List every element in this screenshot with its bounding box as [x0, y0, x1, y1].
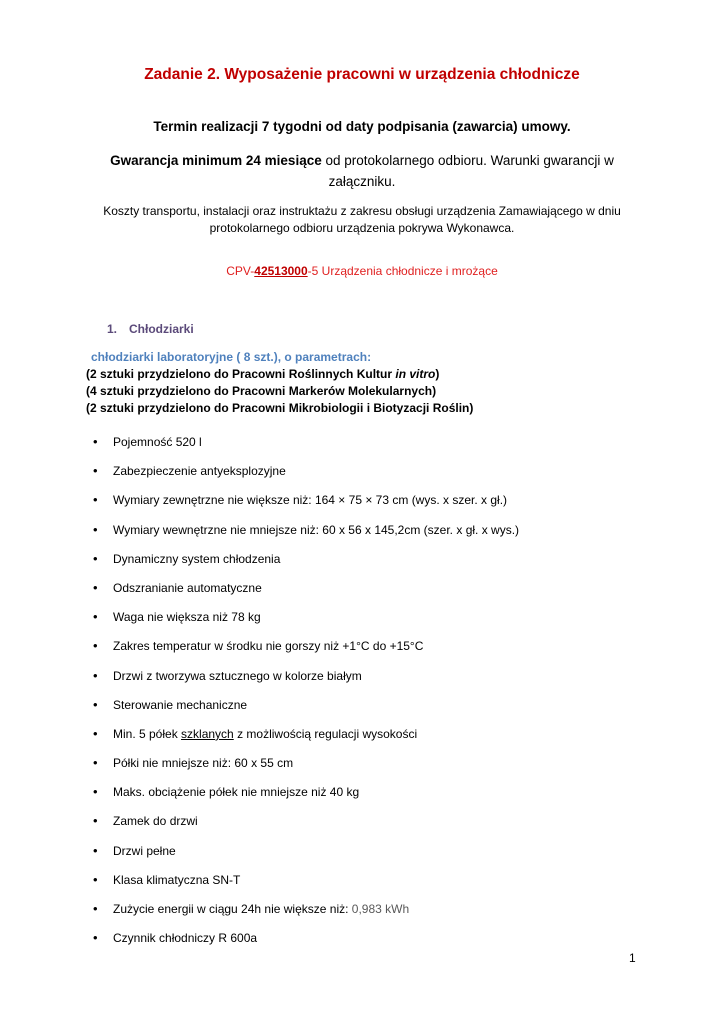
spec-item: • Zabezpieczenie antyeksplozyjne	[93, 463, 519, 492]
allocation-after: )	[435, 367, 440, 381]
spec-item: • Klasa klimatyczna SN-T	[93, 872, 519, 901]
section-title: Chłodziarki	[129, 322, 194, 336]
spec-item: • Odszranianie automatyczne	[93, 580, 519, 609]
spec-item: • Drzwi z tworzywa sztucznego w kolorze białym	[93, 668, 519, 697]
cpv-line	[0, 264, 724, 278]
spec-list	[93, 434, 519, 959]
spec-item: • Pojemność 520 l	[93, 434, 519, 463]
spec-item: • Sterowanie mechaniczne	[93, 697, 519, 726]
spec-energy-value: 0,983 kWh	[351, 902, 410, 916]
spec-item: • Wymiary zewnętrzne nie większe niż: 164 × 75 × 73 cm (wys. x szer. x gł.)	[93, 492, 519, 521]
cpv-code: 42513000	[254, 264, 308, 278]
spec-after: z możliwością regulacji wysokości	[233, 726, 418, 741]
spec-before: Min. 5 półek	[113, 726, 182, 741]
cpv-suffix: -5 Urządzenia chłodnicze i mrożące	[307, 264, 498, 278]
spec-item: • Czynnik chłodniczy R 600a	[93, 930, 519, 959]
warranty-rest: od protokolarnego odbioru. Warunki gwarancji w załączniku.	[321, 153, 614, 189]
spec-item: • Zakres temperatur w środku nie gorszy niż +1°C do +15°C	[93, 638, 519, 667]
spec-item: • Dynamiczny system chłodzenia	[93, 551, 519, 580]
spec-item: • Półki nie mniejsze niż: 60 x 55 cm	[93, 755, 519, 784]
spec-underlined: szklanych	[181, 726, 234, 741]
section-heading	[107, 322, 194, 336]
spec-item: • Zamek do drzwi	[93, 813, 519, 842]
spec-item	[93, 726, 519, 755]
costs-text: Koszty transportu, instalacji oraz instruktażu z zakresu obsługi urządzenia Zamawiającego w dniu protokolarnego odbioru urządzenia pokrywa Wykonawca.	[103, 204, 621, 235]
warranty-text	[110, 150, 614, 192]
page-number: 1	[629, 951, 636, 965]
allocation-line: (4 sztuki przydzielono do Pracowni Markerów Molekularnych)	[86, 384, 437, 398]
allocation-before: (2 sztuki przydzielono do Pracowni Roślinnych Kultur	[86, 367, 396, 381]
cpv-prefix: CPV-	[226, 264, 255, 278]
section-number: 1.	[107, 322, 118, 336]
deadline-text: Termin realizacji 7 tygodni od daty podpisania (zawarcia) umowy.	[153, 119, 571, 134]
allocation-italic: in vitro	[395, 367, 436, 381]
spec-before: Zużycie energii w ciągu 24h nie większe niż:	[113, 902, 352, 916]
spec-item: • Maks. obciążenie półek nie mniejsze niż 40 kg	[93, 784, 519, 813]
allocation-line	[86, 367, 439, 381]
spec-item: • Wymiary wewnętrzne nie mniejsze niż: 60 x 56 x 145,2cm (szer. x gł. x wys.)	[93, 522, 519, 551]
warranty-bold: Gwarancja minimum 24 miesiące	[110, 153, 322, 168]
spec-item: • Drzwi pełne	[93, 843, 519, 872]
intro-text: chłodziarki laboratoryjne ( 8 szt.), o parametrach:	[91, 350, 372, 364]
allocation-line: (2 sztuki przydzielono do Pracowni Mikrobiologii i Biotyzacji Roślin)	[86, 401, 474, 415]
document-title: Zadanie 2. Wyposażenie pracowni w urządzenia chłodnicze	[144, 66, 580, 83]
spec-item: • Waga nie większa niż 78 kg	[93, 609, 519, 638]
spec-item	[93, 901, 519, 930]
